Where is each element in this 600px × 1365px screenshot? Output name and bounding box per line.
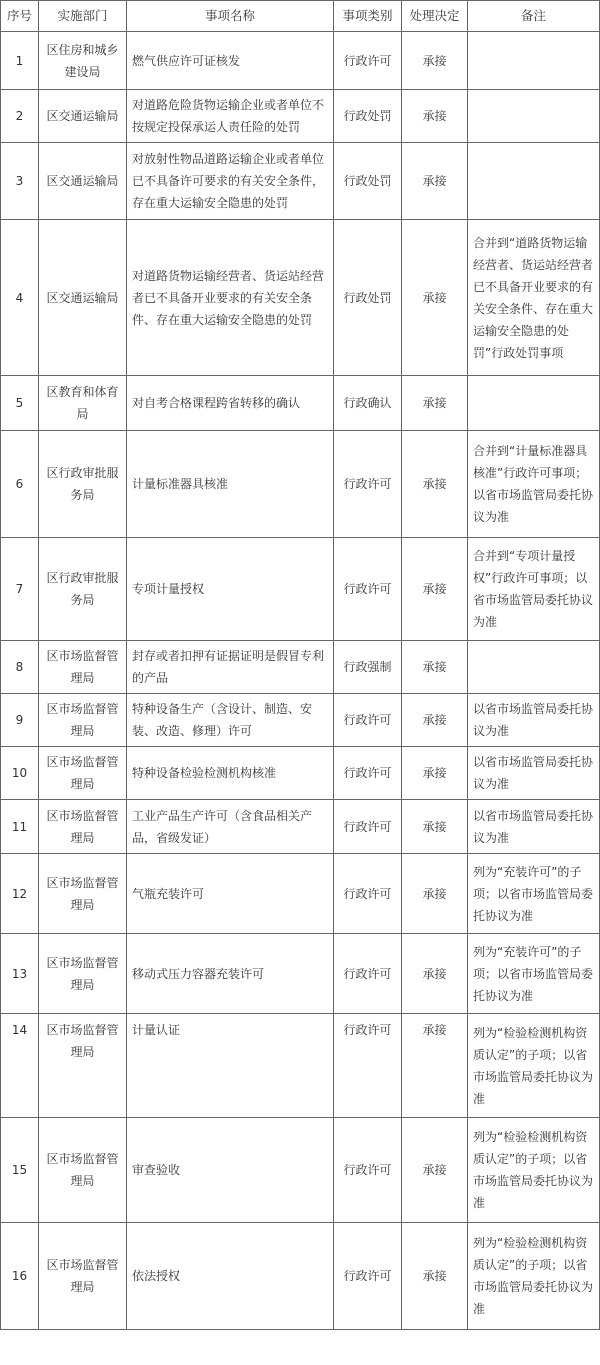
- header-type: 事项类别: [334, 1, 402, 32]
- cell-note: 合并到“专项计量授权”行政许可事项；以省市场监管局委托协议为准: [468, 538, 600, 641]
- cell-decision: 承接: [402, 800, 468, 854]
- cell-dept: 区市场监督管理局: [39, 1014, 127, 1118]
- cell-note: [468, 32, 600, 90]
- header-note: 备注: [468, 1, 600, 32]
- cell-decision: 承接: [402, 32, 468, 90]
- cell-note: [468, 90, 600, 143]
- cell-no: 14: [1, 1014, 39, 1118]
- cell-dept: 区行政审批服务局: [39, 431, 127, 538]
- cell-dept: 区教育和体育局: [39, 376, 127, 431]
- cell-dept: 区交通运输局: [39, 90, 127, 143]
- table-row: [1, 538, 600, 641]
- cell-type: 行政许可: [334, 934, 402, 1014]
- cell-name: 封存或者扣押有证据证明是假冒专利的产品: [127, 641, 334, 694]
- cell-decision: 承接: [402, 431, 468, 538]
- table-row: [1, 854, 600, 934]
- cell-decision: 承接: [402, 538, 468, 641]
- cell-name: 对道路危险货物运输企业或者单位不按规定投保承运人责任险的处罚: [127, 90, 334, 143]
- table-row: [1, 694, 600, 747]
- cell-name: 审查验收: [127, 1118, 334, 1223]
- header-decision: 处理决定: [402, 1, 468, 32]
- cell-type: 行政许可: [334, 800, 402, 854]
- cell-type: 行政确认: [334, 376, 402, 431]
- cell-name: 对放射性物品道路运输企业或者单位已不具备许可要求的有关安全条件，存在重大运输安全隐患的处罚: [127, 143, 334, 220]
- table-row: [1, 934, 600, 1014]
- cell-no: 16: [1, 1223, 39, 1330]
- cell-note: [468, 376, 600, 431]
- cell-name: 特种设备检验检测机构核准: [127, 747, 334, 800]
- cell-type: 行政处罚: [334, 90, 402, 143]
- cell-decision: 承接: [402, 934, 468, 1014]
- cell-type: 行政许可: [334, 854, 402, 934]
- table-row: [1, 1014, 600, 1118]
- cell-decision: 承接: [402, 90, 468, 143]
- cell-note: 以省市场监管局委托协议为准: [468, 800, 600, 854]
- cell-decision: 承接: [402, 220, 468, 376]
- table-row: [1, 641, 600, 694]
- cell-decision: 承接: [402, 641, 468, 694]
- cell-no: 1: [1, 32, 39, 90]
- table-row: [1, 32, 600, 90]
- cell-decision: 承接: [402, 747, 468, 800]
- cell-note: [468, 641, 600, 694]
- cell-name: 计量认证: [127, 1014, 334, 1118]
- cell-name: 计量标准器具核准: [127, 431, 334, 538]
- cell-name: 对道路货物运输经营者、货运站经营者已不具备开业要求的有关安全条件、存在重大运输安全隐患的处罚: [127, 220, 334, 376]
- cell-no: 8: [1, 641, 39, 694]
- cell-note: 合并到“计量标准器具核准”行政许可事项；以省市场监管局委托协议为准: [468, 431, 600, 538]
- cell-decision: 承接: [402, 854, 468, 934]
- cell-no: 2: [1, 90, 39, 143]
- cell-type: 行政许可: [334, 431, 402, 538]
- cell-no: 3: [1, 143, 39, 220]
- cell-name: 移动式压力容器充装许可: [127, 934, 334, 1014]
- cell-no: 15: [1, 1118, 39, 1223]
- table-row: [1, 431, 600, 538]
- cell-no: 11: [1, 800, 39, 854]
- cell-no: 13: [1, 934, 39, 1014]
- cell-name: 依法授权: [127, 1223, 334, 1330]
- cell-type: 行政强制: [334, 641, 402, 694]
- cell-note: 合并到“道路货物运输经营者、货运站经营者已不具备开业要求的有关安全条件、存在重大运输安全隐患的处罚”行政处罚事项: [468, 220, 600, 376]
- cell-no: 10: [1, 747, 39, 800]
- cell-dept: 区市场监督管理局: [39, 1223, 127, 1330]
- cell-no: 12: [1, 854, 39, 934]
- cell-dept: 区交通运输局: [39, 220, 127, 376]
- cell-decision: 承接: [402, 694, 468, 747]
- table-row: [1, 220, 600, 376]
- cell-note: 列为“充装许可”的子项；以省市场监管局委托协议为准: [468, 854, 600, 934]
- cell-name: 燃气供应许可证核发: [127, 32, 334, 90]
- cell-dept: 区交通运输局: [39, 143, 127, 220]
- header-dept: 实施部门: [39, 1, 127, 32]
- cell-no: 7: [1, 538, 39, 641]
- cell-no: 6: [1, 431, 39, 538]
- header-row: [1, 1, 600, 32]
- cell-note: 列为“检验检测机构资质认定”的子项；以省市场监管局委托协议为准: [468, 1223, 600, 1330]
- cell-decision: 承接: [402, 1014, 468, 1118]
- cell-note: 列为“检验检测机构资质认定”的子项；以省市场监管局委托协议为准: [468, 1014, 600, 1118]
- cell-dept: 区市场监督管理局: [39, 641, 127, 694]
- cell-type: 行政许可: [334, 1223, 402, 1330]
- cell-name: 专项计量授权: [127, 538, 334, 641]
- header-name: 事项名称: [127, 1, 334, 32]
- cell-dept: 区市场监督管理局: [39, 1118, 127, 1223]
- cell-note: 以省市场监管局委托协议为准: [468, 747, 600, 800]
- table-row: [1, 143, 600, 220]
- cell-name: 特种设备生产（含设计、制造、安装、改造、修理）许可: [127, 694, 334, 747]
- header-no: 序号: [1, 1, 39, 32]
- table-row: [1, 1223, 600, 1330]
- cell-dept: 区市场监督管理局: [39, 747, 127, 800]
- cell-name: 对自考合格课程跨省转移的确认: [127, 376, 334, 431]
- cell-decision: 承接: [402, 143, 468, 220]
- table-row: [1, 800, 600, 854]
- cell-note: 以省市场监管局委托协议为准: [468, 694, 600, 747]
- table-row: [1, 747, 600, 800]
- cell-type: 行政许可: [334, 1118, 402, 1223]
- table-row: [1, 90, 600, 143]
- cell-decision: 承接: [402, 1118, 468, 1223]
- cell-type: 行政许可: [334, 747, 402, 800]
- cell-type: 行政处罚: [334, 220, 402, 376]
- cell-dept: 区市场监督管理局: [39, 934, 127, 1014]
- cell-note: [468, 143, 600, 220]
- cell-name: 工业产品生产许可（含食品相关产品，省级发证）: [127, 800, 334, 854]
- cell-no: 4: [1, 220, 39, 376]
- cell-dept: 区住房和城乡建设局: [39, 32, 127, 90]
- cell-type: 行政许可: [334, 694, 402, 747]
- cell-type: 行政处罚: [334, 143, 402, 220]
- table-row: [1, 1118, 600, 1223]
- cell-dept: 区行政审批服务局: [39, 538, 127, 641]
- cell-name: 气瓶充装许可: [127, 854, 334, 934]
- cell-type: 行政许可: [334, 32, 402, 90]
- cell-no: 9: [1, 694, 39, 747]
- cell-note: 列为“检验检测机构资质认定”的子项；以省市场监管局委托协议为准: [468, 1118, 600, 1223]
- cell-dept: 区市场监督管理局: [39, 800, 127, 854]
- cell-decision: 承接: [402, 1223, 468, 1330]
- table-row: [1, 376, 600, 431]
- cell-type: 行政许可: [334, 538, 402, 641]
- cell-type: 行政许可: [334, 1014, 402, 1118]
- cell-dept: 区市场监督管理局: [39, 694, 127, 747]
- cell-no: 5: [1, 376, 39, 431]
- cell-note: 列为“充装许可”的子项；以省市场监管局委托协议为准: [468, 934, 600, 1014]
- cell-dept: 区市场监督管理局: [39, 854, 127, 934]
- cell-decision: 承接: [402, 376, 468, 431]
